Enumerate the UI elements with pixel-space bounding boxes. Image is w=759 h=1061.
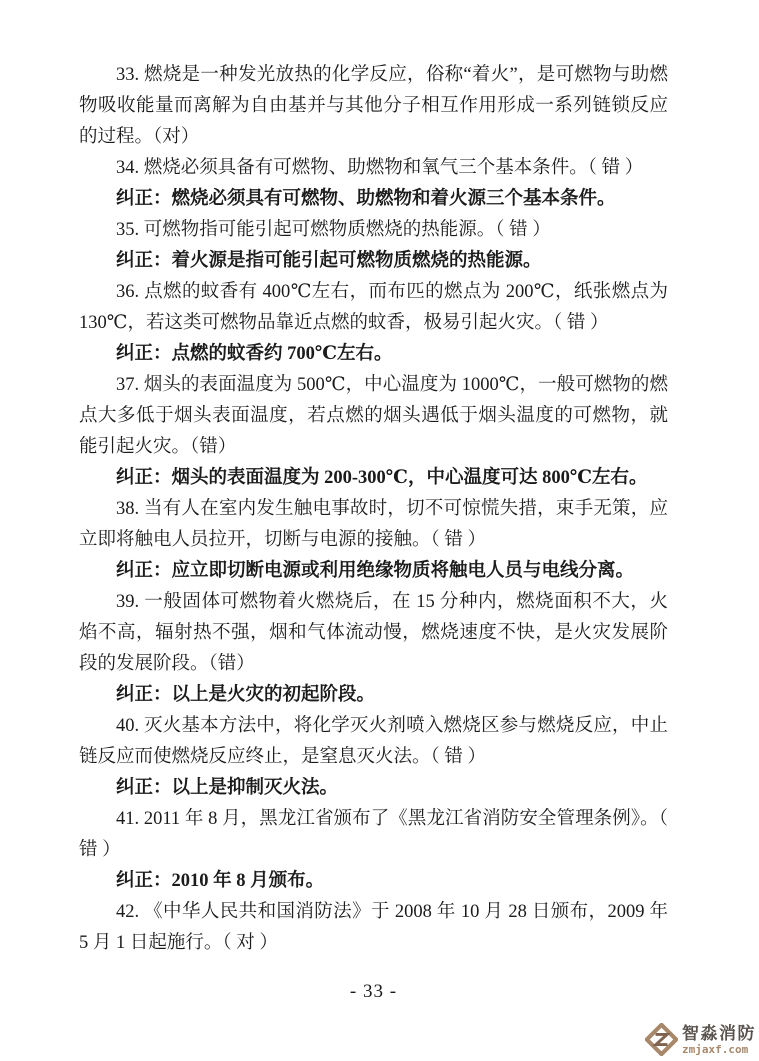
correction-paragraph: 纠正：2010 年 8 月颁布。 xyxy=(116,871,325,891)
page-number: - 33 - xyxy=(349,981,398,1002)
question-paragraph: 40. 灭火基本方法中，将化学灭火剂喷入燃烧区参与燃烧反应，中止链反应而使燃烧反应终止，是窒息灭火法。（ 错 ） xyxy=(79,716,668,767)
question-paragraph: 35. 可燃物指可能引起可燃物质燃烧的热能源。（ 错 ） xyxy=(116,220,551,240)
watermark xyxy=(645,1023,756,1056)
watermark-url: zmjaxf.com xyxy=(682,1042,749,1056)
correction-paragraph: 纠正：着火源是指可能引起可燃物质燃烧的热能源。 xyxy=(116,251,542,271)
correction-paragraph: 纠正：烟头的表面温度为 200-300℃，中心温度可达 800℃左右。 xyxy=(116,468,648,488)
question-paragraph: 33. 燃烧是一种发光放热的化学反应，俗称“着火”，是可燃物与助燃物吸收能量而离解为自由基并与其他分子相互作用形成一系列链锁反应的过程。（对） xyxy=(79,65,668,147)
question-paragraph: 36. 点燃的蚊香有 400℃左右，而布匹的燃点为 200℃，纸张燃点为 130℃，若这类可燃物品靠近点燃的蚊香，极易引起火灾。（ 错 ） xyxy=(79,282,668,333)
question-paragraph: 38. 当有人在室内发生触电事故时，切不可惊慌失措，束手无策，应立即将触电人员拉开，切断与电源的接触。（ 错 ） xyxy=(79,499,668,550)
question-paragraph: 39. 一般固体可燃物着火燃烧后，在 15 分种内，燃烧面积不大，火焰不高，辐射热不强，烟和气体流动慢，燃烧速度不快，是火灾发展阶段的发展阶段。（错） xyxy=(79,592,668,674)
correction-paragraph: 纠正：以上是抑制灭火法。 xyxy=(116,778,339,798)
watermark-brand: 智淼消防 xyxy=(682,1023,756,1043)
correction-paragraph: 纠正：应立即切断电源或利用绝缘物质将触电人员与电线分离。 xyxy=(116,561,635,581)
correction-paragraph: 纠正：以上是火灾的初起阶段。 xyxy=(116,685,376,705)
question-paragraph: 41. 2011 年 8 月，黑龙江省颁布了《黑龙江省消防安全管理条例》。（ 错 ） xyxy=(79,809,668,860)
correction-paragraph: 纠正：点燃的蚊香约 700℃左右。 xyxy=(116,344,393,364)
correction-paragraph: 纠正：燃烧必须具有可燃物、助燃物和着火源三个基本条件。 xyxy=(116,189,616,209)
question-paragraph: 42. 《中华人民共和国消防法》于 2008 年 10 月 28 日颁布，2009 年 5 月 1 日起施行。（ 对 ） xyxy=(79,902,668,953)
question-paragraph: 34. 燃烧必须具备有可燃物、助燃物和氧气三个基本条件。（ 错 ） xyxy=(116,158,644,178)
document-body xyxy=(79,60,668,959)
watermark-text xyxy=(682,1025,756,1055)
question-paragraph: 37. 烟头的表面温度为 500℃，中心温度为 1000℃，一般可燃物的燃点大多低于烟头表面温度，若点燃的烟头遇低于烟头温度的可燃物，就能引起火灾。（错） xyxy=(79,375,668,457)
zhimiao-logo-icon xyxy=(645,1023,678,1056)
